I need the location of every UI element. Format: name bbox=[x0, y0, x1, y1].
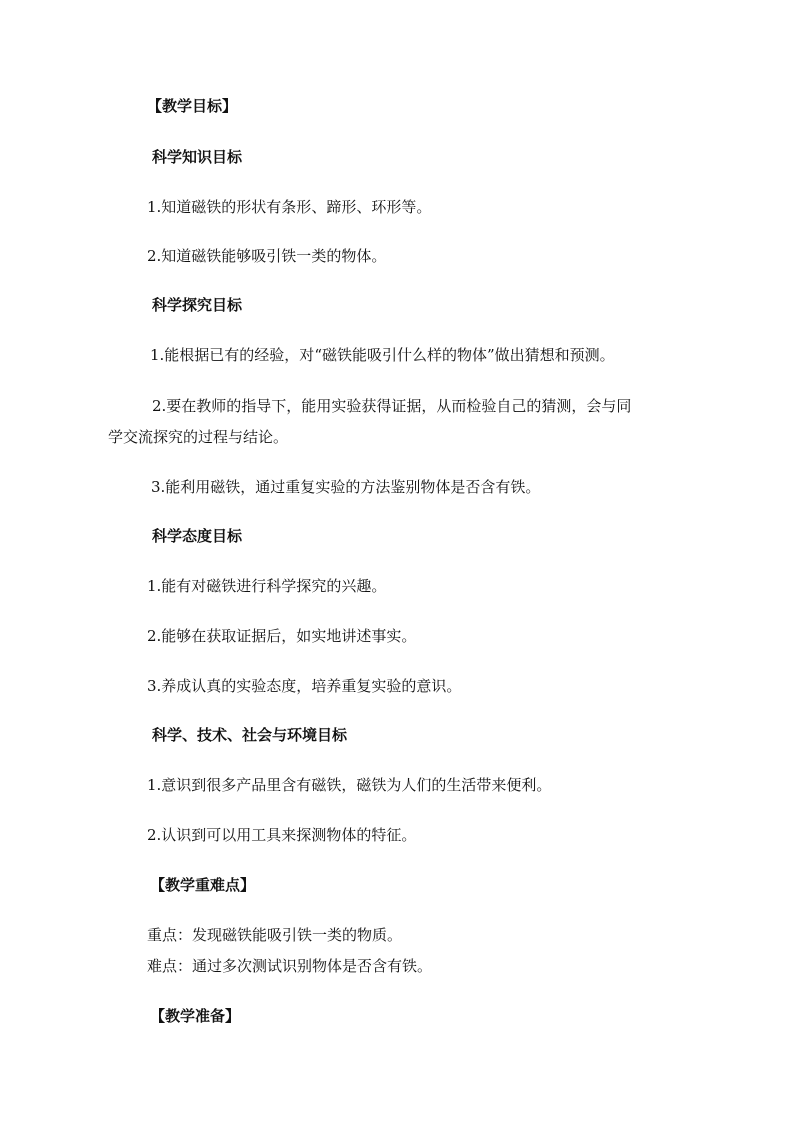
key-point-difficulty: 难点：通过多次测试识别物体是否含有铁。 bbox=[147, 957, 433, 975]
subheading-stse: 科学、技术、社会与环境目标 bbox=[152, 726, 348, 744]
inquiry-item-2-continued: 学交流探究的过程与结论。 bbox=[108, 428, 289, 446]
subheading-science-inquiry: 科学探究目标 bbox=[152, 296, 243, 314]
section-heading-key-points: 【教学重难点】 bbox=[150, 876, 256, 894]
subheading-science-knowledge: 科学知识目标 bbox=[152, 148, 243, 166]
subheading-science-attitude: 科学态度目标 bbox=[152, 527, 243, 545]
inquiry-item-3: 3.能利用磁铁，通过重复实验的方法鉴别物体是否含有铁。 bbox=[151, 478, 541, 496]
attitude-item-3: 3.养成认真的实验态度，培养重复实验的意识。 bbox=[147, 677, 462, 695]
attitude-item-2: 2.能够在获取证据后，如实地讲述事实。 bbox=[147, 627, 417, 645]
attitude-item-1: 1.能有对磁铁进行科学探究的兴趣。 bbox=[147, 577, 387, 595]
section-heading-objectives: 【教学目标】 bbox=[147, 97, 238, 115]
stse-item-1: 1.意识到很多产品里含有磁铁，磁铁为人们的生活带来便利。 bbox=[147, 776, 552, 794]
stse-item-2: 2.认识到可以用工具来探测物体的特征。 bbox=[147, 826, 417, 844]
knowledge-item-1: 1.知道磁铁的形状有条形、蹄形、环形等。 bbox=[147, 198, 432, 216]
knowledge-item-2: 2.知道磁铁能够吸引铁一类的物体。 bbox=[147, 247, 387, 265]
inquiry-item-2: 2.要在教师的指导下，能用实验获得证据，从而检验自己的猜测，会与同 bbox=[152, 397, 632, 415]
inquiry-item-1: 1.能根据已有的经验，对“磁铁能吸引什么样的物体”做出猜想和预测。 bbox=[150, 346, 615, 364]
section-heading-preparation: 【教学准备】 bbox=[150, 1007, 241, 1025]
key-point-focus: 重点：发现磁铁能吸引铁一类的物质。 bbox=[147, 926, 403, 944]
